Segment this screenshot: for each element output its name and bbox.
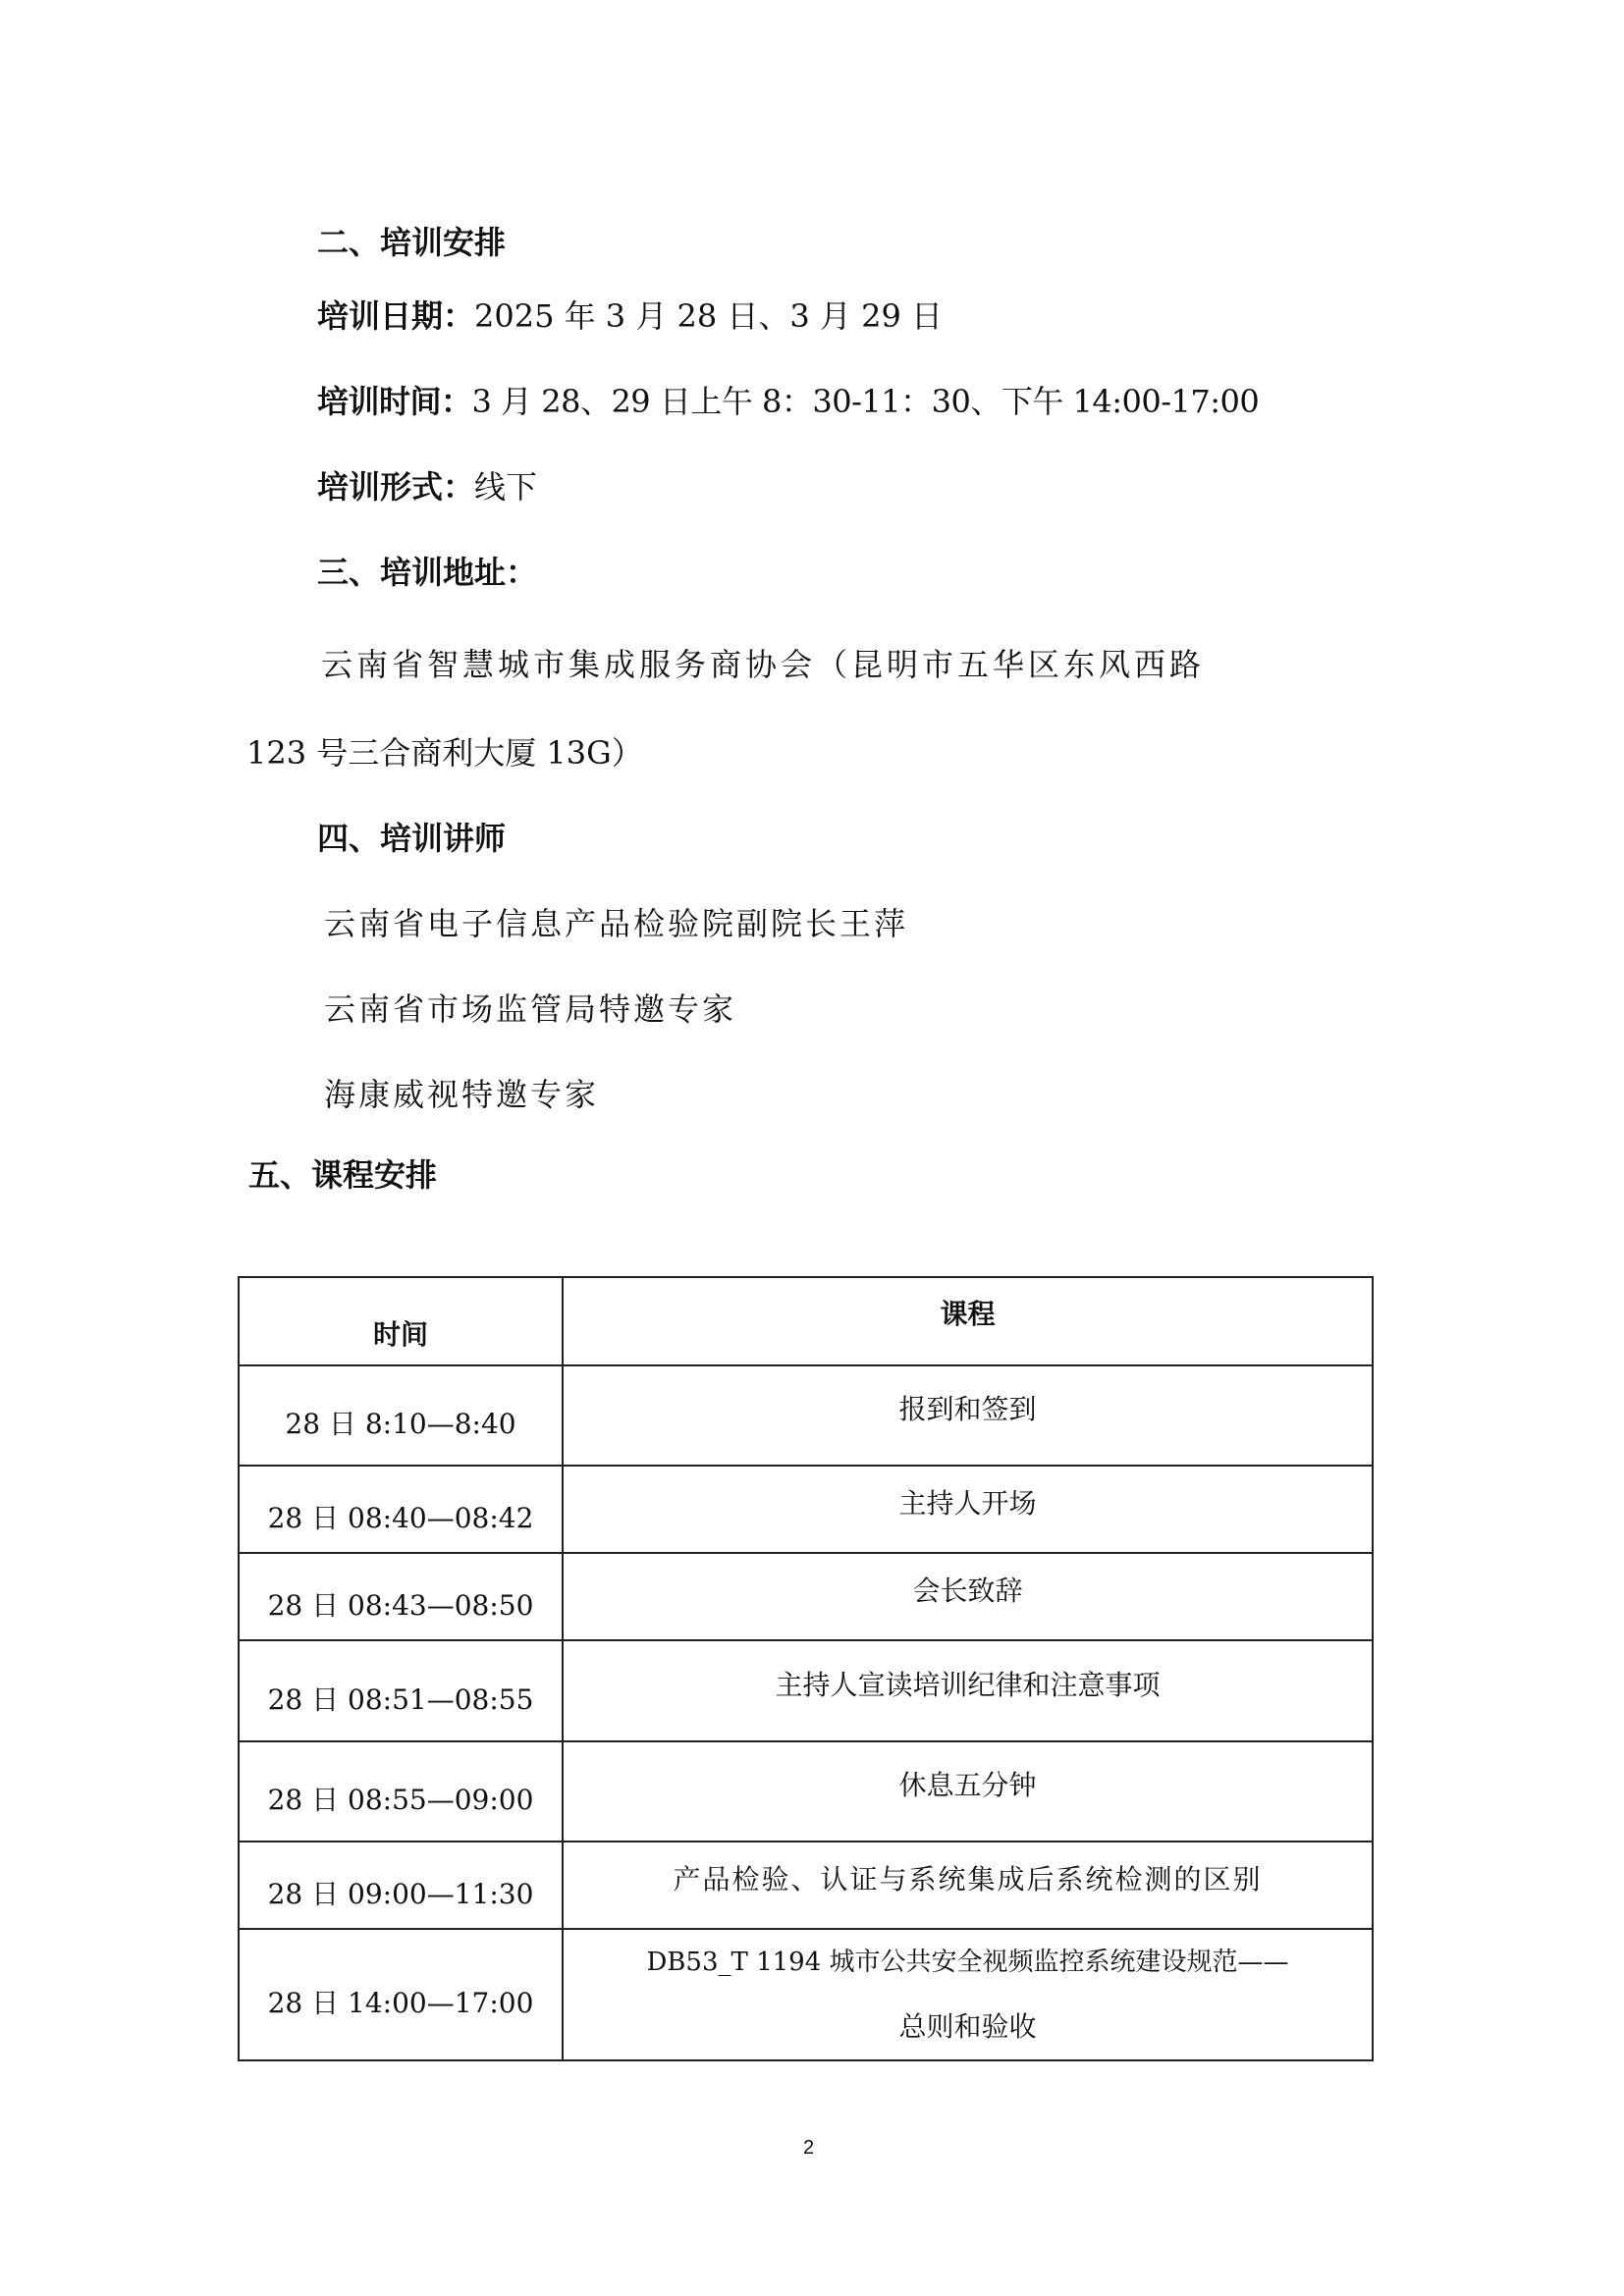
address-line-2: 123 号三合商利大厦 13G） xyxy=(246,734,643,772)
cell-course: 主持人宣读培训纪律和注意事项 xyxy=(563,1640,1373,1741)
table-row xyxy=(239,1640,1373,1741)
lecturer-item: 云南省市场监管局特邀专家 xyxy=(324,990,737,1028)
cell-course: 报到和签到 xyxy=(563,1365,1373,1466)
column-header-course: 课程 xyxy=(563,1277,1373,1365)
cell-time: 28 日 14:00—17:00 xyxy=(239,1929,563,2060)
cell-course: 产品检验、认证与系统集成后系统检测的区别 xyxy=(563,1842,1373,1929)
section-heading-training-address: 三、培训地址： xyxy=(317,554,538,591)
training-format-value: 线下 xyxy=(474,468,538,506)
course-schedule-table xyxy=(238,1276,1374,2061)
lecturer-item: 海康威视特邀专家 xyxy=(324,1076,600,1113)
training-format-label: 培训形式： xyxy=(317,468,475,506)
table-row xyxy=(239,1741,1373,1842)
lecturer-item: 云南省电子信息产品检验院副院长王萍 xyxy=(324,905,909,942)
table-row xyxy=(239,1553,1373,1640)
cell-time: 28 日 8:10—8:40 xyxy=(239,1365,563,1466)
cell-time: 28 日 09:00—11:30 xyxy=(239,1842,563,1929)
training-date-label: 培训日期： xyxy=(317,297,475,335)
address-line-1: 云南省智慧城市集成服务商协会（昆明市五华区东风西路 xyxy=(321,646,1206,683)
table-row xyxy=(239,1365,1373,1466)
cell-course-line-1: DB53_T 1194 城市公共安全视频监控系统建设规范—— xyxy=(646,1948,1289,1977)
cell-course: 会长致辞 xyxy=(563,1553,1373,1640)
cell-time: 28 日 08:40—08:42 xyxy=(239,1466,563,1553)
cell-time: 28 日 08:43—08:50 xyxy=(239,1553,563,1640)
cell-course: 主持人开场 xyxy=(563,1466,1373,1553)
training-time-label: 培训时间： xyxy=(317,383,472,420)
table-row xyxy=(239,1842,1373,1929)
table-row xyxy=(239,1929,1373,2060)
cell-course: 休息五分钟 xyxy=(563,1741,1373,1842)
column-header-time: 时间 xyxy=(239,1277,563,1365)
cell-course xyxy=(563,1929,1373,2060)
training-time-value: 3 月 28、29 日上午 8：30-11：30、下午 14:00-17:00 xyxy=(471,383,1260,420)
section-heading-lecturers: 四、培训讲师 xyxy=(317,820,507,857)
cell-time: 28 日 08:51—08:55 xyxy=(239,1640,563,1741)
section-heading-training-arrangement: 二、培训安排 xyxy=(317,224,507,261)
cell-course-line-2: 总则和验收 xyxy=(898,2010,1037,2043)
section-heading-course-schedule: 五、课程安排 xyxy=(248,1156,438,1194)
training-date-value: 2025 年 3 月 28 日、3 月 29 日 xyxy=(474,297,943,335)
training-date-line xyxy=(317,296,943,336)
table-row xyxy=(239,1466,1373,1553)
training-format-line xyxy=(317,467,537,507)
training-time-line xyxy=(317,382,1259,421)
page-number: 2 xyxy=(803,2137,815,2159)
cell-time: 28 日 08:55—09:00 xyxy=(239,1741,563,1842)
table-header-row xyxy=(239,1277,1373,1365)
